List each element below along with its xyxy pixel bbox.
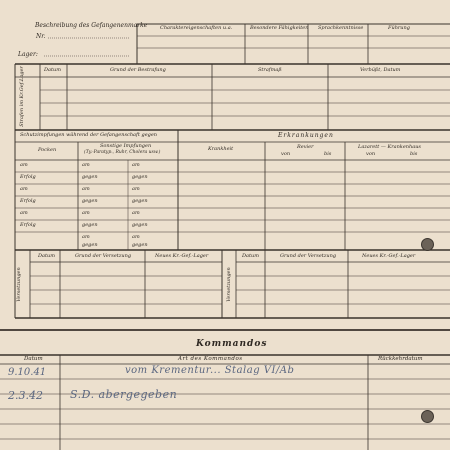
kommandos-col-art: Art des Kommandos	[178, 356, 243, 362]
sprach-col-header: Sprachkenntnisse	[318, 25, 364, 31]
erkr-lazarett-von: von	[366, 151, 376, 157]
nr-label: Nr.	[36, 33, 46, 40]
sonst-am-4b: am	[132, 234, 140, 240]
erkr-revier-von: von	[281, 151, 291, 157]
kommandos-title: Kommandos	[196, 339, 268, 349]
erkr-lazarett-bis: bis	[410, 151, 418, 157]
sonst-am-1b: am	[132, 162, 140, 168]
erkrankungen-title: Erkrankungen	[278, 132, 334, 139]
kommando-row-2-art: S.D. abergegeben	[70, 388, 178, 401]
kommando-row-2-datum: 2.3.42	[8, 389, 43, 402]
sonst-am-4a: am	[82, 234, 90, 240]
sonst-gegen-4a: gegen	[82, 242, 98, 248]
kommandos-col-rueck: Rückkehrdatum	[378, 356, 423, 362]
sonst-gegen-3b: gegen	[132, 222, 148, 228]
sonst-gegen-1a: gegen	[82, 174, 98, 180]
pocken-erfolg-1: Erfolg	[20, 174, 36, 180]
erkr-col-krankheit: Krankheit	[208, 146, 234, 152]
pocken-am-2: am	[20, 186, 28, 192]
strafen-col-grund: Grund der Bestrafung	[110, 67, 166, 73]
erkr-col-revier: Revier	[297, 144, 314, 150]
versetz-col-grund-left: Grund der Versetzung	[75, 253, 132, 259]
versetz-col-grund-right: Grund der Versetzung	[280, 253, 337, 259]
versetz-col-datum-left: Datum	[38, 253, 55, 259]
sonst-gegen-2a: gegen	[82, 198, 98, 204]
kommando-row-1-art: vom Krementur... Stalag VI/Ab	[125, 365, 295, 376]
versetz-side-label-right: Versetzungen	[225, 267, 232, 302]
marke-description-label: Beschreibung des Gefangenenmarke	[35, 22, 148, 29]
pocken-erfolg-3: Erfolg	[20, 222, 36, 228]
sonst-gegen-4b: gegen	[132, 242, 148, 248]
impf-col-pocken: Pocken	[38, 147, 57, 153]
lager-label: Lager:	[18, 51, 38, 58]
sonst-am-1a: am	[82, 162, 90, 168]
versetz-col-datum-right: Datum	[242, 253, 259, 259]
versetz-col-neues-left: Neues Kr.-Gef.-Lager	[155, 253, 209, 259]
sonst-am-2a: am	[82, 186, 90, 192]
versetz-side-label-left: Versetzungen	[15, 267, 22, 302]
punch-hole-upper	[421, 238, 434, 251]
faehig-col-header: Besondere Fähigkeiten	[250, 25, 309, 31]
kommandos-col-datum: Datum	[24, 356, 43, 362]
pocken-erfolg-2: Erfolg	[20, 198, 36, 204]
fuehrung-col-header: Führung	[388, 25, 410, 31]
sonst-am-3a: am	[82, 210, 90, 216]
strafen-side-label: Strafen im Kr.Gef.Lager	[18, 66, 25, 127]
punch-hole-lower	[421, 410, 434, 423]
pocken-am-3: am	[20, 210, 28, 216]
char-col-header: Charaktereigenschaften u.a.	[160, 25, 233, 31]
versetz-col-neues-right: Neues Kr.-Gef.-Lager	[362, 253, 416, 259]
impf-col-sonstige-sub: (Ty.-Paratyp., Ruhr, Cholera usw.)	[84, 150, 161, 155]
strafen-col-strafmass: Strafmaß	[258, 67, 282, 73]
sonst-gegen-2b: gegen	[132, 198, 148, 204]
sonst-am-3b: am	[132, 210, 140, 216]
kommando-row-1-datum: 9.10.41	[8, 367, 47, 378]
impf-title: Schutzimpfungen während der Gefangenschaft gegen	[20, 132, 158, 138]
erkr-revier-bis: bis	[324, 151, 332, 157]
erkr-col-lazarett: Lazarett — Krankenhaus	[358, 144, 421, 150]
strafen-col-verbuesst: Verbüßt, Datum	[360, 67, 401, 73]
sonst-gegen-3a: gegen	[82, 222, 98, 228]
impf-col-sonstige: Sonstige Impfungen	[100, 143, 152, 149]
sonst-gegen-1b: gegen	[132, 174, 148, 180]
sonst-am-2b: am	[132, 186, 140, 192]
strafen-col-datum: Datum	[44, 67, 61, 73]
pocken-am-1: am	[20, 162, 28, 168]
